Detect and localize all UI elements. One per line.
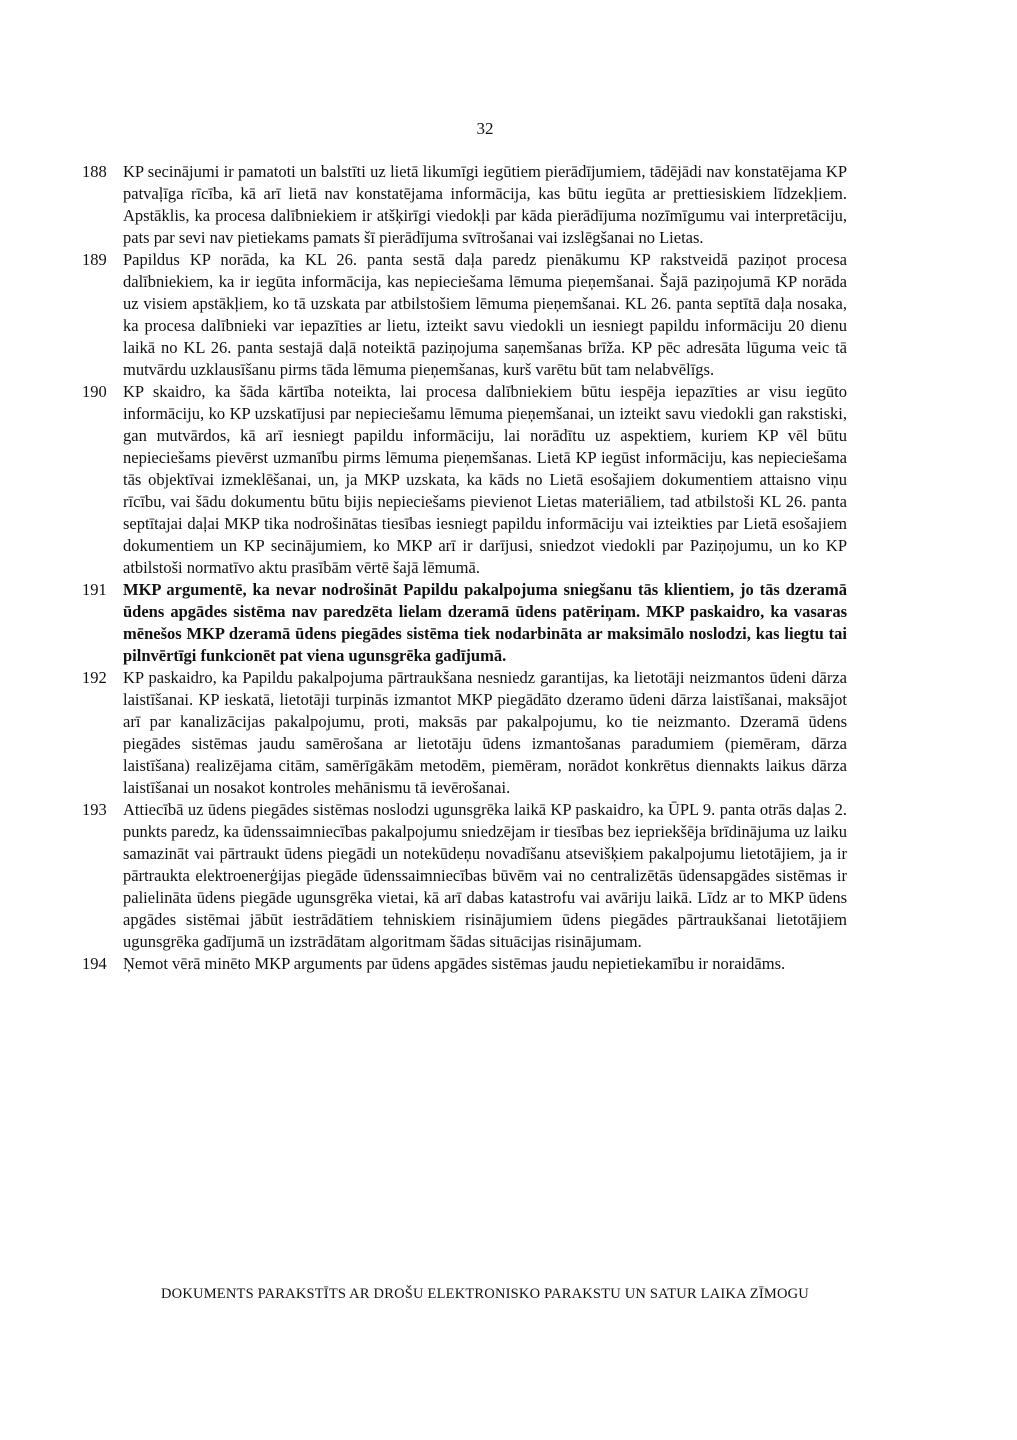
paragraph-number: 194 — [82, 954, 107, 973]
numbered-paragraph — [82, 381, 847, 579]
paragraph-number: 189 — [82, 250, 107, 269]
numbered-paragraph — [82, 249, 847, 381]
paragraph-text: KP skaidro, ka šāda kārtība noteikta, lai procesa dalībniekiem būtu iespēja iepazīties ar visu iegūto informāciju, ko KP uzskatījusi par nepieciešamu lēmuma pieņemšanai, un izteikt savu viedokli gan rakstiski, gan mutvārdos, kā arī iesniegt papildu informāciju, lai norādītu uz aspektiem, kuriem KP vēl būtu nepieciešams pievērst uzmanību pirms lēmuma pieņemšanas. Lietā KP iegūst informāciju, kas nepieciešama tās objektīvai izmeklēšanai, un, ja MKP uzskata, ka kāds no Lietā esošajiem dokumentiem attaisno viņu rīcību, vai šādu dokumentu būtu bijis nepieciešams pievienot Lietas materiāliem, tad atbilstoši KL 26. panta septītajai daļai MKP tika nodrošinātas tiesības iesniegt papildu informāciju vai izteikties par Lietā esošajiem dokumentiem un KP secinājumiem, ko MKP arī ir darījusi, sniedzot viedokli par Paziņojumu, un ko KP atbilstoši normatīvo aktu prasībām vērtē šajā lēmumā. — [123, 382, 847, 577]
signature-footer-note: DOKUMENTS PARAKSTĪTS AR DROŠU ELEKTRONISKO PARAKSTU UN SATUR LAIKA ZĪMOGU — [161, 1286, 809, 1302]
paragraph-text: Attiecībā uz ūdens piegādes sistēmas noslodzi ugunsgrēka laikā KP paskaidro, ka ŪPL 9. panta otrās daļas 2. punkts paredz, ka ūdenssaimniecības pakalpojumu sniedzējam ir tiesības bez iepriekšēja brīdinājuma uz laiku samazināt vai pārtraukt ūdens piegādi un notekūdeņu novadīšanu atsevišķiem pakalpojumu lietotājiem, ja ir pārtraukta elektroenerģijas piegāde ūdenssaimniecības būvēm vai no centralizētās ūdensapgādes sistēmas ir palielināta ūdens piegāde ugunsgrēka vietai, kā arī dabas katastrofu vai avāriju laikā. Līdz ar to MKP ūdens apgādes sistēmai jābūt iestrādātiem tehniskiem risinājumiem ūdens piegādes pārtraukšanai lietotājiem ugunsgrēka gadījumā un izstrādātam algoritmam šādas situācijas risinājumam. — [123, 800, 847, 951]
paragraph-number: 193 — [82, 800, 107, 819]
paragraph-text: MKP argumentē, ka nevar nodrošināt Papildu pakalpojuma sniegšanu tās klientiem, jo tās dzeramā ūdens apgādes sistēma nav paredzēta lielam dzeramā ūdens patēriņam. MKP paskaidro, ka vasaras mēnešos MKP dzeramā ūdens piegādes sistēma tiek nodarbināta ar maksimālo noslodzi, kas liegtu tai pilnvērtīgi funkcionēt pat viena ugunsgrēka gadījumā. — [123, 580, 847, 665]
numbered-paragraph — [82, 953, 847, 975]
page-number: 32 — [476, 119, 494, 138]
paragraph-text: KP paskaidro, ka Papildu pakalpojuma pārtraukšana nesniedz garantijas, ka lietotāji neizmantos ūdeni dārza laistīšanai. KP ieskatā, lietotāji turpinās izmantot MKP piegādāto dzeramo ūdeni dārza laistīšanai, maksājot arī par kanalizācijas pakalpojumu, proti, maksās par pakalpojumu, ko tie neizmanto. Dzeramā ūdens piegādes sistēmas jaudu samērošana ar lietotāju ūdens izmantošanas paradumiem (piemēram, dārza laistīšana) realizējama citām, samērīgākām metodēm, piemēram, norādot konkrētus diennakts laikus dārza laistīšanai un nosakot kontroles mehānismu tā ievērošanai. — [123, 668, 847, 797]
numbered-paragraph — [82, 667, 847, 799]
paragraph-number: 192 — [82, 668, 107, 687]
paragraph-text: Papildus KP norāda, ka KL 26. panta sestā daļa paredz pienākumu KP rakstveidā paziņot procesa dalībniekiem, ka ir iegūta informācija, kas nepieciešama lēmuma pieņemšanai. Šajā paziņojumā KP norāda uz visiem apstākļiem, ko tā uzskata par atbilstošiem lēmuma pieņemšanai. KL 26. panta septītā daļa nosaka, ka procesa dalībnieki var iepazīties ar lietu, izteikt savu viedokli un iesniegt papildu informāciju 20 dienu laikā no KL 26. panta sestajā daļā noteiktā paziņojuma saņemšanas brīža. KP pēc adresāta lūguma veic tā mutvārdu uzklausīšanu pirms tāda lēmuma pieņemšanas, kurš varētu būt tam nelabvēlīgs. — [123, 250, 847, 379]
paragraph-list — [82, 161, 847, 975]
numbered-paragraph — [82, 799, 847, 953]
paragraph-number: 190 — [82, 382, 107, 401]
numbered-paragraph — [82, 579, 847, 667]
paragraph-text: KP secinājumi ir pamatoti un balstīti uz lietā likumīgi iegūtiem pierādījumiem, tādējādi nav konstatējama KP patvaļīga rīcība, kā arī lietā nav konstatējama informācija, kas būtu iegūta ar prettiesiskiem līdzekļiem. Apstāklis, ka procesa dalībniekiem ir atšķirīgi viedokļi par kāda pierādījuma nozīmīgumu vai interpretāciju, pats par sevi nav pietiekams pamats šī pierādījuma svītrošanai vai izslēgšanai no Lietas. — [123, 162, 847, 247]
numbered-paragraph — [82, 161, 847, 249]
paragraph-text: Ņemot vērā minēto MKP arguments par ūdens apgādes sistēmas jaudu nepietiekamību ir noraidāms. — [123, 954, 786, 973]
paragraph-number: 191 — [82, 580, 107, 599]
paragraph-number: 188 — [82, 162, 107, 181]
